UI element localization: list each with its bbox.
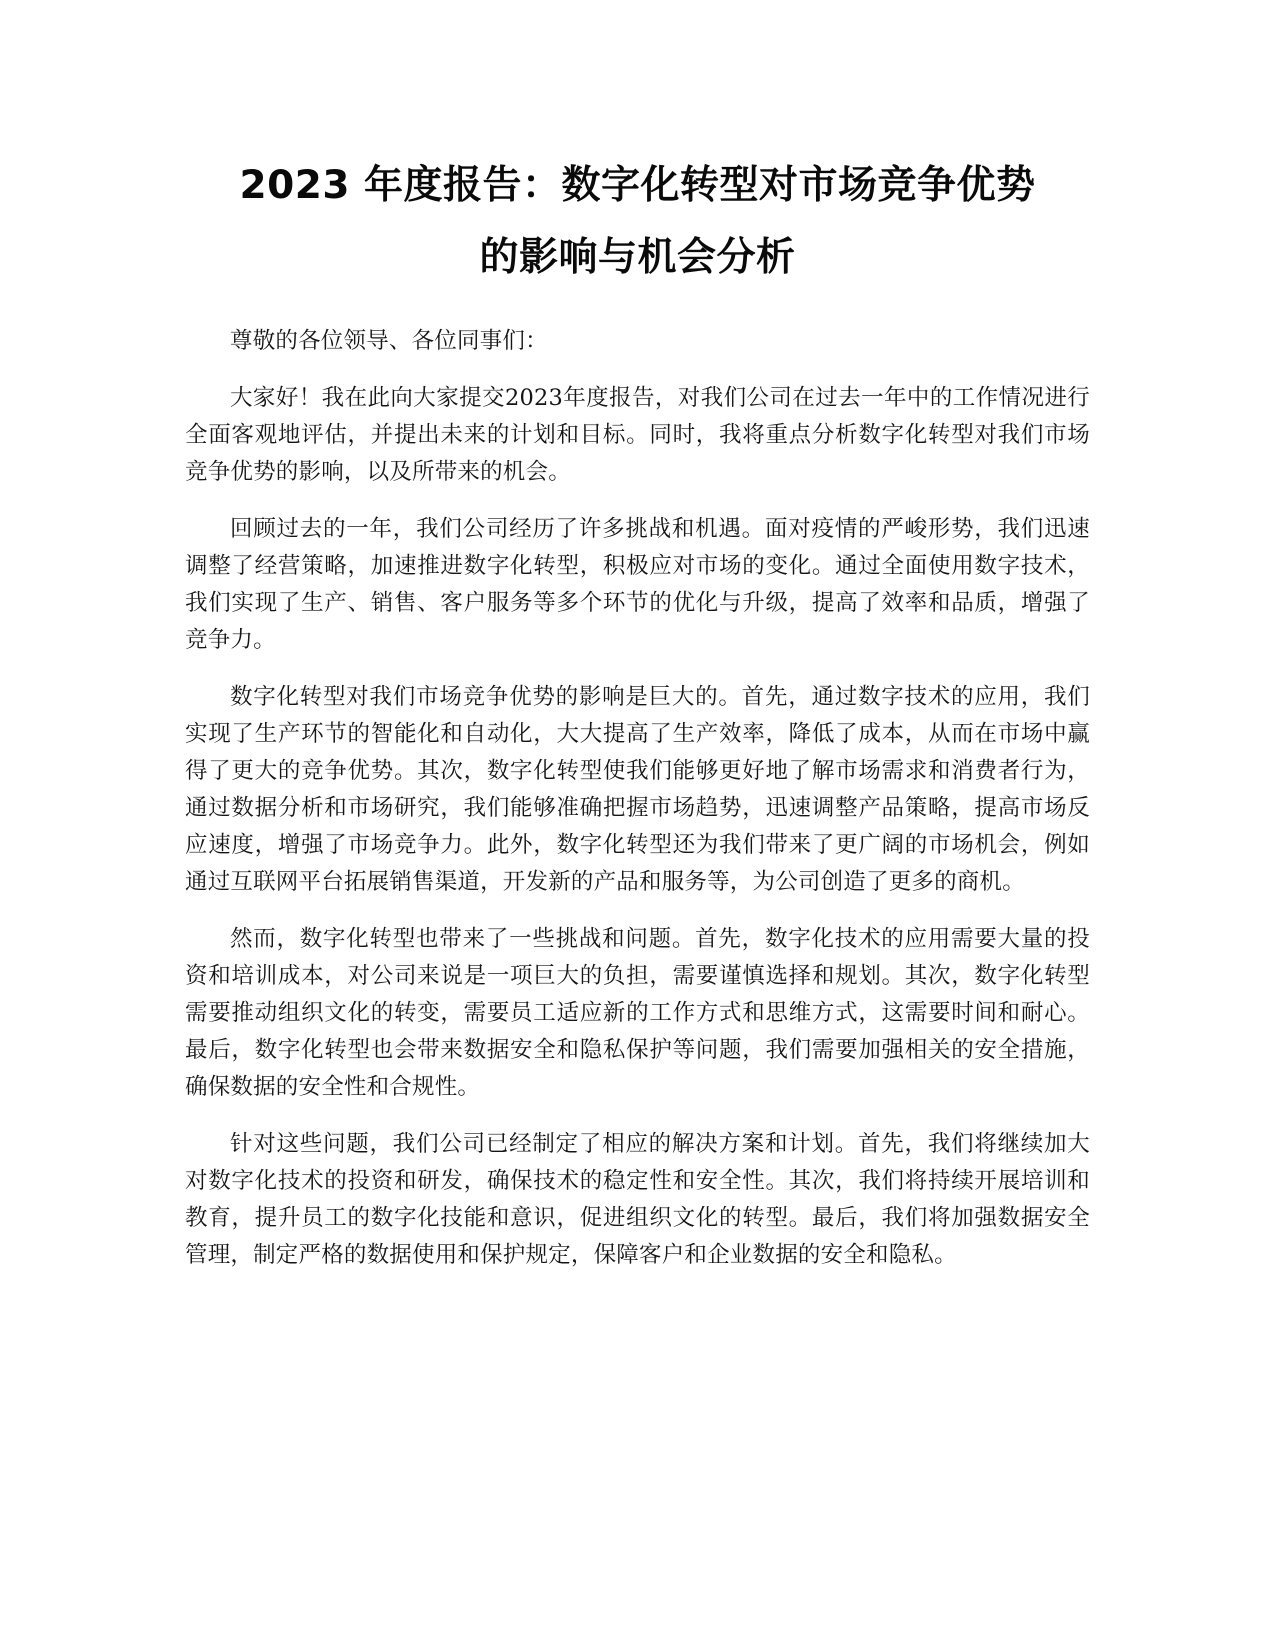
title-line-1: 2023 年度报告：数字化转型对市场竞争优势 <box>239 163 1036 208</box>
paragraph-intro: 大家好！我在此向大家提交2023年度报告，对我们公司在过去一年中的工作情况进行全面客观地评估，并提出未来的计划和目标。同时，我将重点分析数字化转型对我们市场竞争优势的影响，以及所带来的机会。 <box>185 385 1090 485</box>
title-line-2: 的影响与机会分析 <box>479 235 796 280</box>
salutation: 尊敬的各位领导、各位同事们： <box>230 328 548 354</box>
paragraph-solutions: 针对这些问题，我们公司已经制定了相应的解决方案和计划。首先，我们将继续加大对数字化技术的投资和研发，确保技术的稳定性和安全性。其次，我们将持续开展培训和教育，提升员工的数字化技能和意识，促进组织文化的转型。最后，我们将加强数据安全管理，制定严格的数据使用和保护规定，保障客户和企业数据的安全和隐私。 <box>185 1131 1090 1268</box>
paragraph-challenges: 然而，数字化转型也带来了一些挑战和问题。首先，数字化技术的应用需要大量的投资和培训成本，对公司来说是一项巨大的负担，需要谨慎选择和规划。其次，数字化转型需要推动组织文化的转变，需要员工适应新的工作方式和思维方式，这需要时间和耐心。最后，数字化转型也会带来数据安全和隐私保护等问题，我们需要加强相关的安全措施，确保数据的安全性和合规性。 <box>185 926 1090 1100</box>
document-body <box>185 323 1090 1294</box>
paragraph-review: 回顾过去的一年，我们公司经历了许多挑战和机遇。面对疫情的严峻形势，我们迅速调整了经营策略，加速推进数字化转型，积极应对市场的变化。通过全面使用数字技术，我们实现了生产、销售、客户服务等多个环节的优化与升级，提高了效率和品质，增强了竞争力。 <box>185 516 1090 653</box>
paragraph-impact: 数字化转型对我们市场竞争优势的影响是巨大的。首先，通过数字技术的应用，我们实现了生产环节的智能化和自动化，大大提高了生产效率，降低了成本，从而在市场中赢得了更大的竞争优势。其次，数字化转型使我们能够更好地了解市场需求和消费者行为，通过数据分析和市场研究，我们能够准确把握市场趋势，迅速调整产品策略，提高市场反应速度，增强了市场竞争力。此外，数字化转型还为我们带来了更广阔的市场机会，例如通过互联网平台拓展销售渠道，开发新的产品和服务等，为公司创造了更多的商机。 <box>185 684 1090 895</box>
page-title <box>180 150 1095 294</box>
